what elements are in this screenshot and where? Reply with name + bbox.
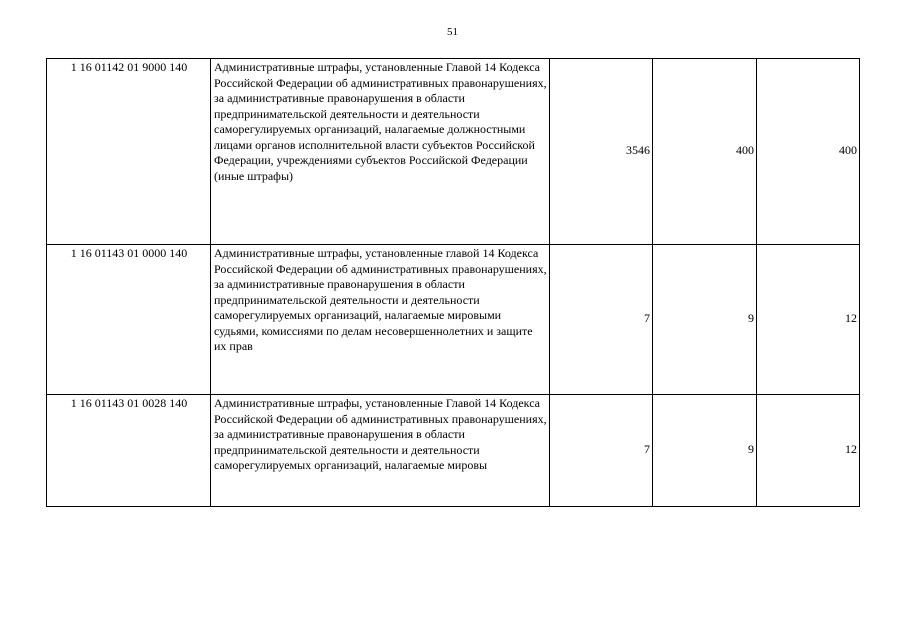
revenue-description-cell: Административные штрафы, установленные Главой 14 Кодекса Российской Федерации об административных правонарушениях, за административные правонарушения в области предпринимательской деятельности и деятельности саморегулируемых организаций, налагаемые мировы	[211, 395, 550, 507]
revenue-code-cell: 1 16 01143 01 0028 140	[47, 395, 211, 507]
value-year-2-cell: 9	[653, 395, 757, 507]
revenue-description-cell: Административные штрафы, установленные Главой 14 Кодекса Российской Федерации об административных правонарушениях, за административные правонарушения в области предпринимательской деятельности и деятельности саморегулируемых организаций, налагаемые должностными лицами органов исполнительной власти субъектов Российской Федерации, учреждениями субъектов Российской Федерации (иные штрафы)	[211, 59, 550, 245]
value-year-2-cell: 400	[653, 59, 757, 245]
value-year-2-cell: 9	[653, 245, 757, 395]
table-row	[47, 245, 860, 395]
revenue-description-cell: Административные штрафы, установленные главой 14 Кодекса Российской Федерации об административных правонарушениях, за административные правонарушения в области предпринимательской деятельности и деятельности саморегулируемых организаций, налагаемые мировыми судьями, комиссиями по делам несовершеннолетних и защите их прав	[211, 245, 550, 395]
revenue-code-cell: 1 16 01143 01 0000 140	[47, 245, 211, 395]
value-year-3-cell: 400	[757, 59, 860, 245]
page-number: 51	[447, 26, 458, 38]
table-row	[47, 59, 860, 245]
value-year-3-cell: 12	[757, 395, 860, 507]
value-year-3-cell: 12	[757, 245, 860, 395]
table-row	[47, 395, 860, 507]
value-year-1-cell: 7	[550, 395, 653, 507]
budget-revenue-table	[46, 58, 860, 507]
value-year-1-cell: 3546	[550, 59, 653, 245]
revenue-code-cell: 1 16 01142 01 9000 140	[47, 59, 211, 245]
value-year-1-cell: 7	[550, 245, 653, 395]
